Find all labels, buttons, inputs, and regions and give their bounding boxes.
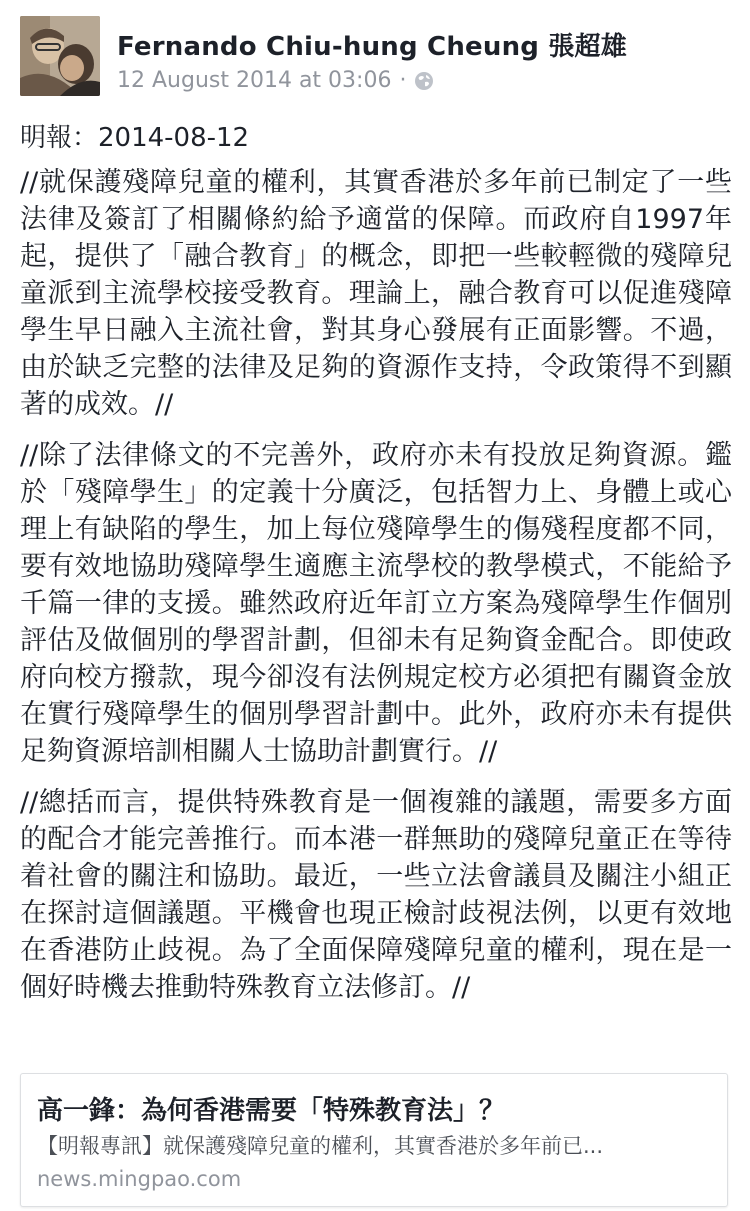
author-name[interactable]: Fernando Chiu-hung Cheung 張超雄 [117, 32, 627, 62]
post-meta [117, 68, 434, 93]
post-source-line: 明報：2014-08-12 [20, 123, 250, 153]
link-card-description: 【明報專訊】就保護殘障兒童的權利，其實香港於多年前已... [37, 1134, 604, 1158]
post-timestamp[interactable]: 12 August 2014 at 03:06 [117, 68, 392, 93]
post-body [20, 118, 732, 1020]
avatar-photo [20, 16, 100, 96]
post-paragraph-3: //總括而言，提供特殊教育是一個複雜的議題，需要多方面的配合才能完善推行。而本港一群無助的殘障兒童正在等待着社會的關注和協助。最近，一些立法會議員及關注小組正在探討這個議題。平機會也現正檢討歧視法例，以更有效地在香港防止歧視。為了全面保障殘障兒童的權利，現在是一個好時機去推動特殊教育立法修訂。// [20, 787, 732, 1003]
post-header [20, 16, 730, 98]
shared-link-card[interactable] [20, 1073, 728, 1207]
avatar[interactable] [20, 16, 100, 96]
link-card-title[interactable]: 高一鋒：為何香港需要「特殊教育法」？ [37, 1096, 506, 1126]
meta-separator: · [399, 68, 407, 93]
globe-icon[interactable] [414, 71, 434, 91]
link-card-domain: news.mingpao.com [37, 1167, 242, 1191]
post-paragraph-2: //除了法律條文的不完善外，政府亦未有投放足夠資源。鑑於「殘障學生」的定義十分廣泛，包括智力上、身體上或心理上有缺陷的學生，加上每位殘障學生的傷殘程度都不同，要有效地協助殘障學生適應主流學校的教學模式，不能給予千篇一律的支援。雖然政府近年訂立方案為殘障學生作個別評估及做個別的學習計劃，但卻未有足夠資金配合。即使政府向校方撥款，現今卻沒有法例規定校方必須把有關資金放在實行殘障學生的個別學習計劃中。此外，政府亦未有提供足夠資源培訓相關人士協助計劃實行。// [20, 440, 732, 767]
post-paragraph-1: //就保護殘障兒童的權利，其實香港於多年前已制定了一些法律及簽訂了相關條約給予適當的保障。而政府自1997年起，提供了「融合教育」的概念，即把一些較輕微的殘障兒童派到主流學校接受教育。理論上，融合教育可以促進殘障學生早日融入主流社會，對其身心發展有正面影響。不過，由於缺乏完整的法律及足夠的資源作支持，令政策得不到顯著的成效。// [20, 167, 732, 420]
